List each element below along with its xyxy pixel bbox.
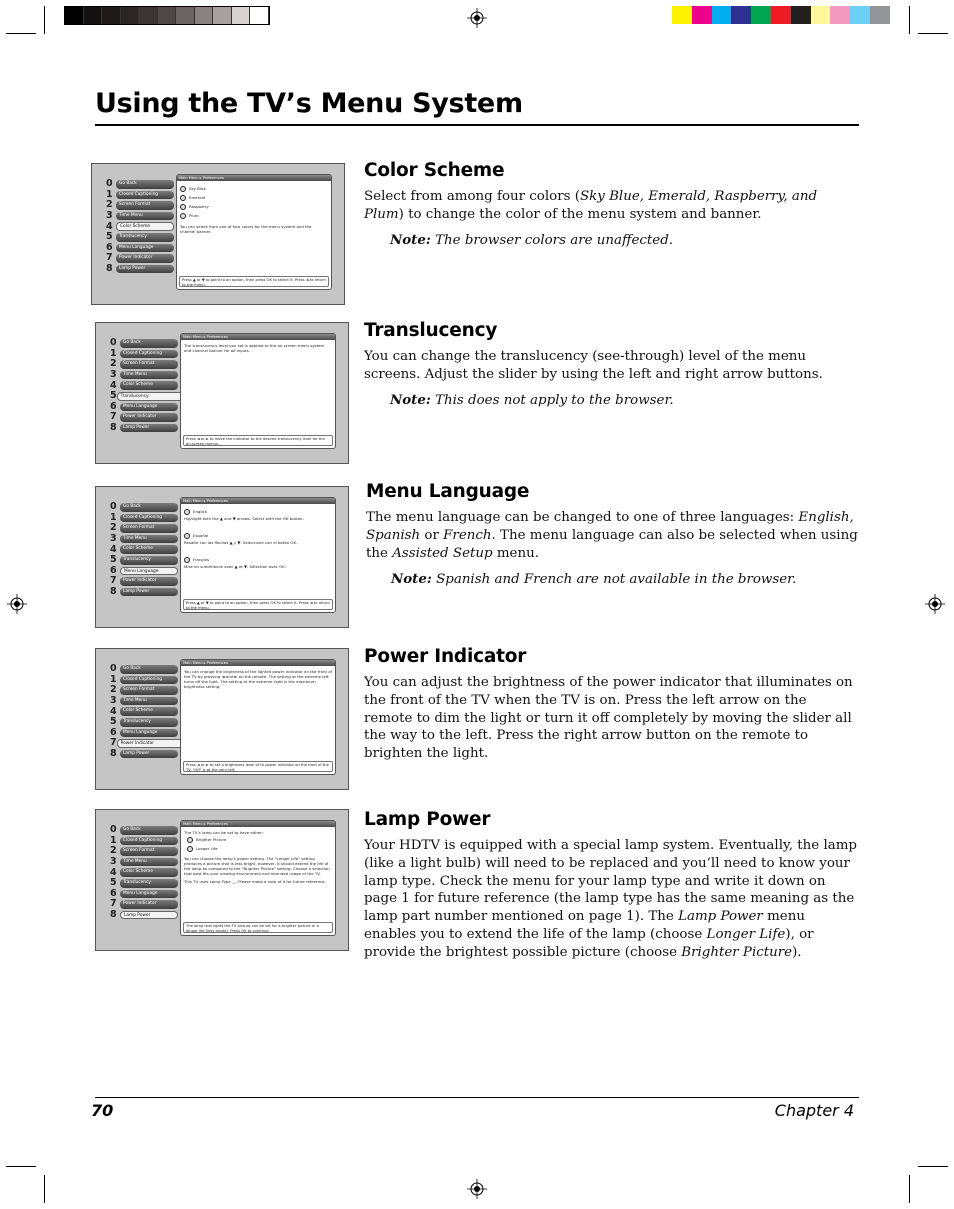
crop-mark bbox=[918, 1166, 948, 1167]
tv-menu-label: Time Menu bbox=[120, 697, 178, 706]
tv-menu-item bbox=[110, 664, 178, 675]
tv-menu-label: Lamp Power bbox=[120, 911, 178, 920]
tv-menu-label: Screen Format bbox=[116, 201, 174, 210]
tv-menu-number: 6 bbox=[110, 400, 117, 412]
tv-menu-label: Translucency bbox=[117, 392, 223, 401]
chapter-label: Chapter 4 bbox=[774, 1101, 854, 1120]
power-indicator-body: You can adjust the brightness of the power indicator that illuminates on the front of the TV when the TV is on. Press the left arrow on the remote to dim the light or turn it off completely by moving the slider all the way to the left. Press the right arrow button on the remote to brighten the light. bbox=[364, 675, 853, 762]
tv-menu-item bbox=[110, 576, 178, 587]
crop-mark bbox=[909, 6, 910, 34]
color-swatch bbox=[830, 6, 850, 24]
panel-description: You can choose the lamp’s power setting. The "Longer Life" setting produces a picture that is less bright, however, it should extend the life of the lamp as compared to the "Brighter Picture" setting. Choose a selection that best fits your viewing environment and intended usage of the TV. bbox=[184, 856, 330, 876]
breadcrumb-sub: Preferences bbox=[206, 335, 228, 339]
tv-menu-number: 6 bbox=[110, 887, 117, 899]
tv-menu-number: 3 bbox=[110, 695, 117, 707]
tv-menu-item bbox=[110, 749, 178, 760]
color-swatch bbox=[791, 6, 811, 24]
tv-menu-item bbox=[110, 555, 178, 566]
tv-menu-item bbox=[106, 264, 174, 275]
tv-menu-list bbox=[110, 502, 178, 597]
option-sky-blue bbox=[180, 184, 328, 193]
registration-mark-icon bbox=[467, 8, 487, 28]
tv-menu-label: Closed Captioning bbox=[120, 837, 178, 846]
tv-menu-number: 5 bbox=[110, 716, 117, 728]
tv-menu-number: 4 bbox=[106, 220, 113, 232]
lamp-power-heading: Lamp Power bbox=[364, 809, 491, 830]
note-label: Note: bbox=[390, 232, 431, 248]
option-label: Raspberry bbox=[189, 204, 209, 209]
color-swatch bbox=[176, 7, 195, 24]
tv-menu-item bbox=[110, 867, 178, 878]
tv-menu-item bbox=[110, 391, 178, 402]
tv-menu-number: 8 bbox=[110, 586, 117, 598]
tv-menu-item bbox=[110, 502, 178, 513]
body-text: . The menu language can also be selected when using the bbox=[366, 527, 858, 561]
tv-menu-number: 1 bbox=[106, 188, 113, 200]
body-italic: Sky Blue, Emerald, Raspberry, and Plum bbox=[364, 189, 818, 222]
tv-menu-number: 7 bbox=[106, 252, 113, 264]
tv-menu-number: 3 bbox=[110, 856, 117, 868]
tv-menu-item bbox=[106, 190, 174, 201]
tv-menu-number: 5 bbox=[110, 554, 117, 566]
color-swatch bbox=[84, 7, 103, 24]
tv-menu-label: Go Back bbox=[120, 665, 178, 674]
tv-info-panel bbox=[176, 174, 332, 290]
tv-menu-label: Menu Language bbox=[120, 403, 178, 412]
tv-menu-label: Time Menu bbox=[116, 212, 174, 221]
panel-breadcrumb: Main Menu ▸ Preferences bbox=[181, 821, 335, 827]
translucency-screenshot bbox=[95, 322, 349, 464]
option-espanol bbox=[184, 531, 332, 540]
tv-menu-list bbox=[110, 338, 178, 433]
breadcrumb-sub: Preferences bbox=[206, 499, 228, 503]
tv-menu-item bbox=[106, 253, 174, 264]
tv-menu-number: 2 bbox=[106, 199, 113, 211]
grayscale-color-bar bbox=[64, 6, 270, 25]
power-indicator-heading: Power Indicator bbox=[364, 646, 527, 667]
tv-menu-label: Lamp Power bbox=[120, 424, 178, 433]
tv-menu-item bbox=[110, 513, 178, 524]
panel-breadcrumb: Main Menu ▸ Preferences bbox=[181, 498, 335, 504]
tv-menu-item bbox=[106, 211, 174, 222]
option-label: Sky Blue bbox=[189, 186, 206, 191]
tv-menu-label: Menu Language bbox=[116, 244, 174, 253]
footer-rule bbox=[95, 1097, 859, 1098]
tv-menu-label: Lamp Power bbox=[120, 588, 178, 597]
crop-mark bbox=[6, 1166, 36, 1167]
tv-menu-number: 2 bbox=[110, 522, 117, 534]
color-scheme-screenshot bbox=[91, 163, 345, 305]
tv-menu-number: 0 bbox=[110, 337, 117, 349]
body-text: ), or provide the brightest possible picture (choose bbox=[364, 926, 814, 960]
panel-intro: The TV’s lamp can be set to have either: bbox=[184, 830, 264, 835]
option-raspberry bbox=[180, 202, 328, 211]
color-swatch bbox=[232, 7, 251, 24]
tv-menu-item bbox=[110, 566, 178, 577]
tv-menu-number: 4 bbox=[110, 866, 117, 878]
note-text: The browser colors are unaffected. bbox=[430, 233, 674, 248]
tv-menu-label: Color Scheme bbox=[116, 222, 174, 231]
note-text: This does not apply to the browser. bbox=[430, 393, 674, 408]
option-longer-life bbox=[187, 844, 332, 853]
tv-menu-item bbox=[110, 349, 178, 360]
tv-menu-label: Color Scheme bbox=[120, 868, 178, 877]
crop-mark bbox=[44, 1175, 45, 1203]
panel-description: The translucency level you set is applied to the on-screen menu system and channel banner for all inputs. bbox=[184, 343, 325, 353]
option-francais bbox=[184, 555, 332, 564]
tv-menu-item bbox=[110, 423, 178, 434]
tv-menu-item bbox=[110, 402, 178, 413]
option-label: Español bbox=[193, 533, 209, 538]
tv-menu-list bbox=[110, 664, 178, 759]
tv-info-panel bbox=[180, 333, 336, 449]
crop-mark bbox=[909, 1175, 910, 1203]
body-text: menu. bbox=[492, 545, 539, 561]
tv-menu-number: 4 bbox=[110, 705, 117, 717]
tv-menu-item bbox=[110, 675, 178, 686]
tv-menu-number: 5 bbox=[106, 231, 113, 243]
body-text: ). bbox=[792, 944, 802, 960]
panel-footer: The lamp that lights the TV picture can be set for a brighter picture or a longer life (less bright). Press OK to continue. bbox=[183, 922, 333, 933]
body-italic: Longer Life bbox=[706, 926, 786, 942]
panel-breadcrumb: Main Menu ▸ Preferences bbox=[177, 175, 331, 181]
menu-language-screenshot bbox=[95, 486, 349, 628]
tv-menu-number: 7 bbox=[110, 575, 117, 587]
tv-menu-number: 1 bbox=[110, 347, 117, 359]
menu-language-note bbox=[391, 571, 796, 587]
tv-menu-item bbox=[110, 706, 178, 717]
tv-menu-item bbox=[106, 243, 174, 254]
tv-menu-item bbox=[110, 899, 178, 910]
note-text: Spanish and French are not available in the browser. bbox=[431, 572, 797, 587]
option-label: Plum bbox=[189, 213, 199, 218]
power-indicator-screenshot bbox=[95, 648, 349, 790]
tv-menu-label: Lamp Power bbox=[120, 750, 178, 759]
page-title: Using the TV’s Menu System bbox=[95, 88, 523, 119]
tv-menu-number: 1 bbox=[110, 673, 117, 685]
tv-menu-number: 2 bbox=[110, 358, 117, 370]
body-text: Your HDTV is equipped with a special lamp system. Eventually, the lamp (like a light bulb) will need to be replaced and you’ll need to know your lamp type. Check the menu for your lamp type and write it down on page 1 for future reference (the lamp type has the same meaning as the lamp part number mentioned on page 1). The bbox=[364, 838, 857, 925]
tv-menu-item bbox=[110, 380, 178, 391]
tv-menu-list bbox=[106, 179, 174, 274]
color-swatch bbox=[102, 7, 121, 24]
option-label: Longer Life bbox=[196, 846, 218, 851]
tv-menu-number: 7 bbox=[110, 898, 117, 910]
color-swatch bbox=[850, 6, 870, 24]
color-scheme-body bbox=[364, 188, 858, 224]
radio-icon bbox=[187, 837, 193, 843]
option-label: Emerald bbox=[189, 195, 206, 200]
color-swatch bbox=[870, 6, 890, 24]
tv-menu-item bbox=[106, 200, 174, 211]
tv-menu-label: Color Scheme bbox=[120, 545, 178, 554]
tv-info-panel bbox=[180, 659, 336, 775]
tv-menu-number: 0 bbox=[110, 663, 117, 675]
tv-menu-item bbox=[110, 587, 178, 598]
crop-mark bbox=[6, 33, 36, 34]
color-swatch bbox=[712, 6, 732, 24]
option-help: Highlight with the ▲ and ▼ arrows. Select with the OK button. bbox=[184, 516, 304, 521]
color-swatch bbox=[751, 6, 771, 24]
radio-icon bbox=[180, 186, 186, 192]
translucency-body: You can change the translucency (see-through) level of the menu screens. Adjust the slider by using the left and right arrow buttons. bbox=[364, 349, 823, 382]
tv-menu-number: 0 bbox=[110, 824, 117, 836]
tv-menu-label: Go Back bbox=[116, 180, 174, 189]
tv-menu-item bbox=[110, 523, 178, 534]
tv-menu-label: Go Back bbox=[120, 503, 178, 512]
tv-menu-label: Menu Language bbox=[120, 567, 178, 576]
color-swatch bbox=[811, 6, 831, 24]
tv-menu-item bbox=[110, 910, 178, 921]
tv-info-panel bbox=[180, 497, 336, 613]
note-label: Note: bbox=[391, 571, 432, 587]
menu-language-body bbox=[366, 509, 860, 562]
option-label: Français bbox=[193, 557, 210, 562]
tv-menu-list bbox=[110, 825, 178, 920]
panel-description: You can change the brightness of the lighted power indicator on the front of the TV by pressing ◄ and ► on the remote. The setting at the extreme left turns off the light. The setting at the extreme right is the maximum brightness setting. bbox=[184, 669, 333, 689]
tv-menu-item bbox=[110, 857, 178, 868]
tv-menu-number: 0 bbox=[110, 501, 117, 513]
panel-footer: Press ▲ or ▼ to point to an option, then press OK to select it. Press ◄ to return to the menu. bbox=[183, 599, 333, 610]
panel-footer: Press ▲ or ▼ to point to an option, then press OK to select it. Press ◄ to return to the menu. bbox=[179, 276, 329, 287]
option-label: Brighter Picture bbox=[196, 837, 227, 842]
tv-menu-item bbox=[110, 738, 178, 749]
color-swatch bbox=[158, 7, 177, 24]
radio-icon bbox=[180, 204, 186, 210]
tv-menu-item bbox=[106, 232, 174, 243]
translucency-heading: Translucency bbox=[364, 320, 498, 341]
option-help: Mise en surbrillance avec ▲ et ▼. Sélection avec OK. bbox=[184, 564, 286, 569]
tv-menu-item bbox=[110, 338, 178, 349]
tv-menu-item bbox=[110, 544, 178, 555]
tv-menu-label: Translucency bbox=[120, 879, 178, 888]
option-emerald bbox=[180, 193, 328, 202]
registration-mark-icon bbox=[467, 1179, 487, 1199]
tv-menu-item bbox=[110, 825, 178, 836]
tv-menu-label: Translucency bbox=[120, 718, 178, 727]
tv-menu-number: 1 bbox=[110, 511, 117, 523]
body-italic: English, Spanish bbox=[366, 510, 854, 543]
tv-menu-label: Closed Captioning bbox=[120, 676, 178, 685]
lamp-power-body bbox=[364, 837, 858, 962]
tv-menu-label: Menu Language bbox=[120, 890, 178, 899]
tv-menu-number: 7 bbox=[110, 411, 117, 423]
tv-menu-item bbox=[110, 836, 178, 847]
tv-menu-label: Time Menu bbox=[120, 371, 178, 380]
body-italic: Assisted Setup bbox=[392, 545, 493, 561]
tv-menu-label: Color Scheme bbox=[120, 707, 178, 716]
tv-menu-number: 2 bbox=[110, 845, 117, 857]
color-swatch bbox=[139, 7, 158, 24]
lamp-type-text: This TV uses Lamp Type __. Please make a note of it for future reference. bbox=[184, 879, 326, 884]
tv-menu-item bbox=[106, 221, 174, 232]
registration-mark-icon bbox=[7, 594, 27, 614]
body-italic: French bbox=[443, 527, 492, 543]
color-swatch bbox=[65, 7, 84, 24]
tv-menu-label: Power Indicator bbox=[120, 900, 178, 909]
color-swatch bbox=[731, 6, 751, 24]
color-swatch bbox=[213, 7, 232, 24]
tv-menu-number: 8 bbox=[106, 263, 113, 275]
tv-menu-label: Power Indicator bbox=[120, 413, 178, 422]
breadcrumb-main: Main Menu bbox=[179, 176, 199, 180]
tv-menu-number: 6 bbox=[110, 726, 117, 738]
option-plum bbox=[180, 211, 328, 220]
tv-menu-label: Lamp Power bbox=[116, 265, 174, 274]
body-text: The menu language can be changed to one of three languages: bbox=[366, 510, 799, 525]
tv-menu-label: Color Scheme bbox=[120, 381, 178, 390]
crop-mark bbox=[44, 6, 45, 34]
tv-menu-number: 3 bbox=[110, 369, 117, 381]
body-text: ) to change the color of the menu system and banner. bbox=[398, 206, 762, 222]
tv-menu-label: Closed Captioning bbox=[116, 191, 174, 200]
color-scheme-note bbox=[390, 232, 673, 248]
radio-icon bbox=[187, 846, 193, 852]
tv-menu-number: 7 bbox=[110, 737, 117, 749]
breadcrumb-sub: Preferences bbox=[206, 822, 228, 826]
registration-mark-icon bbox=[925, 594, 945, 614]
tv-menu-label: Translucency bbox=[120, 556, 178, 565]
tv-menu-label: Screen Format bbox=[120, 360, 178, 369]
tv-menu-label: Screen Format bbox=[120, 524, 178, 533]
radio-icon bbox=[180, 213, 186, 219]
panel-description: You can select from one of four colors for the menu system and the channel banner. bbox=[180, 224, 312, 234]
breadcrumb-main: Main Menu bbox=[183, 661, 203, 665]
panel-footer: Press ◄ or ► to set a brightness level of th power indicator on the front of the TV. "Off" is at the very left. bbox=[183, 761, 333, 772]
tv-menu-item bbox=[110, 412, 178, 423]
page-number: 70 bbox=[91, 1101, 114, 1120]
lamp-power-screenshot bbox=[95, 809, 349, 951]
tv-menu-number: 5 bbox=[110, 390, 117, 402]
translucency-note bbox=[390, 392, 674, 408]
tv-menu-label: Power Indicator bbox=[117, 739, 223, 748]
color-swatch bbox=[672, 6, 692, 24]
tv-menu-label: Screen Format bbox=[120, 686, 178, 695]
body-italic: Lamp Power bbox=[678, 909, 763, 925]
tv-menu-item bbox=[110, 889, 178, 900]
body-text: or bbox=[420, 527, 444, 543]
tv-menu-number: 4 bbox=[110, 379, 117, 391]
tv-menu-number: 1 bbox=[110, 834, 117, 846]
breadcrumb-sub: Preferences bbox=[202, 176, 224, 180]
tv-menu-item bbox=[110, 685, 178, 696]
tv-menu-item bbox=[110, 878, 178, 889]
tv-menu-label: Time Menu bbox=[120, 535, 178, 544]
tv-menu-number: 4 bbox=[110, 543, 117, 555]
tv-menu-label: Translucency bbox=[116, 233, 174, 242]
menu-language-heading: Menu Language bbox=[366, 481, 530, 502]
tv-menu-number: 8 bbox=[110, 909, 117, 921]
panel-breadcrumb: Main Menu ▸ Preferences bbox=[181, 660, 335, 666]
process-color-bar bbox=[672, 6, 890, 24]
tv-menu-item bbox=[110, 728, 178, 739]
radio-icon bbox=[180, 195, 186, 201]
tv-menu-item bbox=[110, 359, 178, 370]
crop-mark bbox=[918, 33, 948, 34]
tv-menu-number: 8 bbox=[110, 422, 117, 434]
radio-icon bbox=[184, 533, 190, 539]
tv-menu-item bbox=[110, 370, 178, 381]
tv-menu-item bbox=[110, 696, 178, 707]
tv-menu-label: Go Back bbox=[120, 339, 178, 348]
option-english bbox=[184, 507, 332, 516]
tv-menu-item bbox=[110, 534, 178, 545]
title-rule bbox=[95, 124, 859, 126]
note-label: Note: bbox=[390, 392, 431, 408]
radio-icon bbox=[184, 509, 190, 515]
tv-info-panel bbox=[180, 820, 336, 936]
option-brighter-picture bbox=[187, 835, 332, 844]
tv-menu-number: 3 bbox=[106, 210, 113, 222]
tv-menu-label: Menu Language bbox=[120, 729, 178, 738]
color-swatch bbox=[121, 7, 140, 24]
body-text: menu enables you to extend the life of the lamp (choose bbox=[364, 909, 805, 942]
tv-menu-number: 2 bbox=[110, 684, 117, 696]
tv-menu-number: 0 bbox=[106, 178, 113, 190]
option-label: English bbox=[193, 509, 208, 514]
panel-breadcrumb: Main Menu ▸ Preferences bbox=[181, 334, 335, 340]
tv-menu-number: 5 bbox=[110, 877, 117, 889]
tv-menu-label: Closed Captioning bbox=[120, 350, 178, 359]
tv-menu-label: Screen Format bbox=[120, 847, 178, 856]
tv-menu-label: Power Indicator bbox=[116, 254, 174, 263]
panel-footer: Press ◄ or ► to move the indicator to the desired translucency level for the on-screen menus. bbox=[183, 435, 333, 446]
breadcrumb-main: Main Menu bbox=[183, 335, 203, 339]
body-italic: Brighter Picture bbox=[681, 944, 793, 960]
tv-menu-item bbox=[106, 179, 174, 190]
radio-icon bbox=[184, 557, 190, 563]
color-scheme-heading: Color Scheme bbox=[364, 160, 505, 181]
color-swatch bbox=[771, 6, 791, 24]
tv-menu-label: Go Back bbox=[120, 826, 178, 835]
tv-menu-label: Power Indicator bbox=[120, 577, 178, 586]
tv-menu-item bbox=[110, 846, 178, 857]
tv-menu-number: 8 bbox=[110, 748, 117, 760]
tv-menu-label: Time Menu bbox=[120, 858, 178, 867]
tv-menu-number: 6 bbox=[106, 241, 113, 253]
breadcrumb-main: Main Menu bbox=[183, 822, 203, 826]
breadcrumb-main: Main Menu bbox=[183, 499, 203, 503]
tv-menu-item bbox=[110, 717, 178, 728]
body-text: Select from among four colors ( bbox=[364, 189, 580, 204]
color-swatch bbox=[692, 6, 712, 24]
tv-menu-number: 3 bbox=[110, 533, 117, 545]
option-help: Resalte con las flechas ▲ y ▼. Seleccione con el botón OK. bbox=[184, 540, 298, 545]
color-swatch bbox=[195, 7, 214, 24]
breadcrumb-sub: Preferences bbox=[206, 661, 228, 665]
color-swatch bbox=[250, 7, 269, 24]
tv-menu-number: 6 bbox=[110, 564, 117, 576]
tv-menu-label: Closed Captioning bbox=[120, 514, 178, 523]
